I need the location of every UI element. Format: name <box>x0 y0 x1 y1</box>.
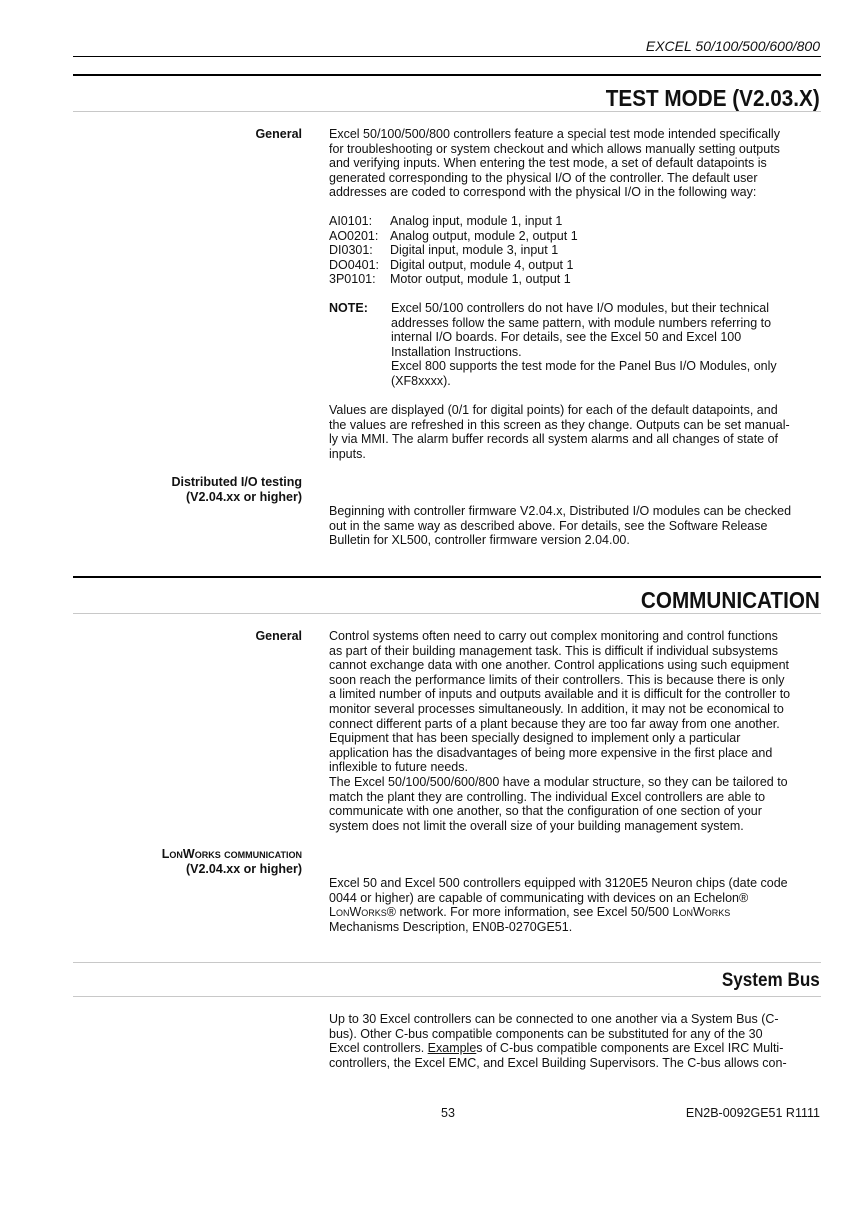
address-code: DI0301: <box>329 243 373 258</box>
text-line: Control systems often need to carry out complex monitoring and control functions <box>329 629 778 643</box>
text-line: Equipment that has been specially designed to implement only a particular <box>329 731 741 746</box>
text-line: Mechanisms Description, EN0B-0270GE51. <box>329 919 573 934</box>
section-rule-top <box>73 576 821 578</box>
text-line: Excel 50 and Excel 500 controllers equipped with 3120E5 Neuron chips (date code <box>329 876 788 890</box>
sidebar-heading-lonworks <box>162 847 302 877</box>
text-line <box>329 1041 821 1056</box>
text-line: Beginning with controller firmware V2.04.x, Distributed I/O modules can be checked <box>329 504 792 518</box>
address-code: 3P0101: <box>329 272 376 287</box>
text-line: inflexible to future needs. <box>329 760 468 775</box>
subsection-title-system-bus: System Bus <box>722 970 820 991</box>
text-line: Values are displayed (0/1 for digital points) for each of the default datapoints, and <box>329 403 778 417</box>
text-line: and verifying inputs. When entering the test mode, a set of default datapoints is <box>329 156 767 171</box>
address-row <box>329 214 821 229</box>
document-code: EN2B-0092GE51 R1111 <box>685 1106 820 1120</box>
address-description: Digital output, module 4, output 1 <box>390 257 574 272</box>
text-segment: ® network. For more information, see Excel 50/500 <box>386 905 673 920</box>
address-row <box>329 243 821 258</box>
text-segment: Excel controllers. <box>329 1041 428 1056</box>
text-line: system does not limit the overall size of your building management system. <box>329 818 744 833</box>
text-line: connect different parts of a plant because they are too far away from one another. <box>329 716 780 731</box>
text-line: as part of their building management task. This is difficult if individual subsystems <box>329 643 779 658</box>
address-code: AI0101: <box>329 214 373 228</box>
address-description: Digital input, module 3, input 1 <box>390 243 559 258</box>
distributed-io-paragraph <box>329 504 821 548</box>
document-header-title: EXCEL 50/100/500/600/800 <box>645 38 820 54</box>
text-line: The Excel 50/100/500/600/800 have a modular structure, so they can be tailored to <box>329 774 788 789</box>
section-rule-bottom <box>73 111 821 112</box>
sidebar-heading-line: Distributed I/O testing <box>171 475 302 489</box>
underlined-term: Example <box>427 1041 477 1056</box>
text-line: addresses follow the same pattern, with module numbers referring to <box>391 315 772 330</box>
text-line: Bulletin for XL500, controller firmware version 2.04.00. <box>329 533 630 548</box>
section-rule-bottom <box>73 613 821 614</box>
communication-general-paragraph <box>329 629 821 833</box>
address-description: Analog input, module 1, input 1 <box>390 214 563 228</box>
text-line: inputs. <box>329 446 366 461</box>
address-list <box>329 214 821 287</box>
text-line: Excel 800 supports the test mode for the Panel Bus I/O Modules, only <box>391 359 777 374</box>
text-line: Up to 30 Excel controllers can be connected to one another via a System Bus (C- <box>329 1012 779 1026</box>
text-line: generated corresponding to the physical I/O of the controller. The default user <box>329 170 758 185</box>
address-description: Analog output, module 2, output 1 <box>390 228 578 243</box>
note-label: NOTE: <box>329 301 368 315</box>
address-row <box>329 258 821 273</box>
text-line: monitor several processes simultaneously. In addition, it may not be economical to <box>329 701 784 716</box>
system-bus-paragraph <box>329 1012 821 1070</box>
address-row <box>329 229 821 244</box>
text-line: the values are refreshed in this screen as they change. Outputs can be set manual- <box>329 417 790 432</box>
note-body <box>391 301 821 389</box>
lonworks-paragraph <box>329 876 821 934</box>
text-line: (XF8xxxx). <box>391 373 451 388</box>
text-line: communicate with one another, so that the configuration of one section of your <box>329 804 762 819</box>
sidebar-heading-distributed-io <box>171 475 302 505</box>
sidebar-heading-line: (V2.04.xx or higher) <box>185 490 302 504</box>
lonworks-term: LonWorks <box>329 905 387 920</box>
sidebar-heading-general: General <box>255 629 302 643</box>
page-number: 53 <box>441 1106 455 1120</box>
text-line: Installation Instructions. <box>391 344 522 359</box>
text-line: ly via MMI. The alarm buffer records all system alarms and all changes of state of <box>329 432 779 447</box>
text-line: Excel 50/100 controllers do not have I/O modules, but their technical <box>391 301 769 315</box>
subsection-rule-bottom <box>73 996 821 997</box>
text-line: 0044 or higher) are capable of communicating with devices on an Echelon® <box>329 890 749 905</box>
text-line: a limited number of inputs and outputs available and it is difficult for the controller to <box>329 687 791 702</box>
text-line: controllers, the Excel EMC, and Excel Building Supervisors. The C-bus allows con- <box>329 1055 787 1070</box>
address-code: DO0401: <box>329 257 380 272</box>
text-segment: s of C-bus compatible components are Excel IRC Multi- <box>476 1041 784 1056</box>
address-description: Motor output, module 1, output 1 <box>390 272 571 287</box>
address-row <box>329 272 821 287</box>
text-line: bus). Other C-bus compatible components can be substituted for any of the 30 <box>329 1026 763 1041</box>
text-line: for troubleshooting or system checkout and which allows manually setting outputs <box>329 141 780 156</box>
lonworks-term: LonWorks <box>672 905 731 920</box>
text-line: match the plant they are controlling. The individual Excel controllers are able to <box>329 789 766 804</box>
section-rule-top <box>73 74 821 76</box>
text-line <box>329 905 821 920</box>
sidebar-heading-line: LonWorks communication <box>161 847 302 861</box>
values-paragraph <box>329 403 821 461</box>
test-mode-general-paragraph <box>329 127 821 200</box>
section-title-test-mode: TEST MODE (V2.03.X) <box>606 85 820 111</box>
text-line: out in the same way as described above. For details, see the Software Release <box>329 518 768 533</box>
text-line: cannot exchange data with one another. Control applications using such equipment <box>329 658 790 673</box>
text-line: internal I/O boards. For details, see the Excel 50 and Excel 100 <box>391 330 742 345</box>
section-title-communication: COMMUNICATION <box>640 587 820 613</box>
text-line: application has the disadvantages of being more expensive in the first place and <box>329 745 773 760</box>
sidebar-heading-general: General <box>255 127 302 141</box>
text-line: Excel 50/100/500/800 controllers feature a special test mode intended specifically <box>329 127 780 141</box>
header-rule <box>73 56 821 57</box>
sidebar-heading-line: (V2.04.xx or higher) <box>185 862 302 876</box>
text-line: soon reach the performance limits of their controllers. This is because there is only <box>329 672 785 687</box>
subsection-rule-top <box>73 962 821 963</box>
address-code: AO0201: <box>329 228 379 243</box>
text-line: addresses are coded to correspond with the physical I/O in the following way: <box>329 185 757 200</box>
